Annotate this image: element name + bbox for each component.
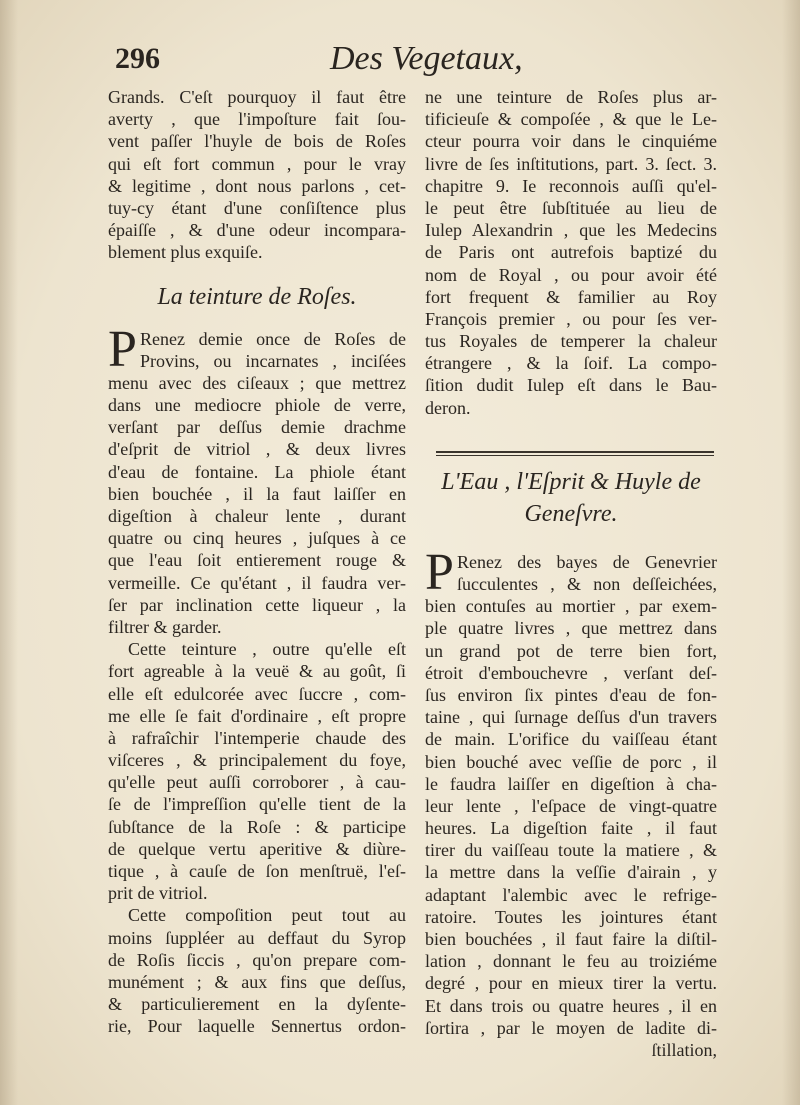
text-line: d'eau de fontaine. La phiole étant [108, 461, 406, 482]
text-line: elle eſt edulcorée avec ſuccre , com- [108, 683, 406, 704]
text-line: menu avec des ciſeaux ; que mettrez [108, 372, 406, 393]
right-top-paragraph [425, 86, 717, 419]
text-line: étroit d'embouchevre , verſant deſ- [425, 662, 717, 683]
text-line: filtrer & garder. [108, 616, 222, 637]
text-line: de main. L'orifice du vaiſſeau étant [425, 729, 717, 750]
section-divider-rule [436, 451, 714, 453]
text-line: Grands. C'eſt pourquoy il faut être [108, 87, 406, 107]
text-line: Cette teinture , outre qu'elle eſt [128, 639, 406, 660]
text-line: rie, Pour laquelle Sennertus ordon- [108, 1016, 406, 1037]
text-line: de Paris ont autrefois baptizé du [425, 242, 717, 263]
text-line: un grand pot de terre bien fort, [425, 640, 717, 661]
text-line: tique , à cauſe de ſon menſtruë, l'eſ- [108, 861, 406, 881]
text-line: livre de ſes inſtitutions, part. 3. ſect. 3. [425, 153, 717, 174]
text-line: taine , qui ſurnage deſſus d'un travers [425, 707, 717, 728]
text-line: ne une teinture de Roſes plus ar- [425, 87, 717, 107]
text-line: Renez des bayes de Genevrier [457, 551, 717, 572]
text-line: & legitime , dont nous parlons , cet- [108, 175, 406, 196]
right-column [425, 86, 717, 1061]
text-line: d'eſprit de vitriol , & deux livres [108, 439, 406, 460]
text-line: Cette compoſition peut tout au [128, 905, 406, 926]
left-paragraph-1 [108, 320, 406, 639]
text-line: fort agreable à la veuë & au goût, ſi [108, 661, 406, 682]
text-line: ſortira , par le moyen de ladite di- [425, 1017, 717, 1038]
text-line: chapitre 9. Ie reconnois auſſi qu'el- [425, 175, 717, 196]
left-paragraph-3 [108, 904, 406, 1037]
text-line: de Roſis ſiccis , qu'on prepare com- [108, 949, 406, 970]
text-line: tirer du vaiſſeau toute la matiere , & [425, 840, 717, 861]
text-line: ſer par inclination cette liqueur , la [108, 594, 406, 615]
text-line: Renez demie once de Roſes de [140, 328, 406, 349]
text-line: tificieuſe & compoſée , & que le Le- [425, 109, 717, 130]
text-line: ratoire. Toutes les jointures étant [425, 906, 717, 927]
text-line: cteur pourra voir dans le cinquiéme [425, 131, 717, 152]
page-number: 296 [115, 42, 160, 75]
text-line: bien bouchée , il la faut laiſſer en [108, 483, 406, 504]
text-line: me elle ſe fait d'ordinaire , eſt propre [108, 705, 406, 726]
section-heading-geneivre-line1: L'Eau , l'Eſprit & Huyle de [441, 468, 701, 495]
section-heading-geneivre-line2: Geneſvre. [524, 500, 618, 527]
text-line: munément ; & aux fins que deſſus, [108, 971, 406, 992]
text-line: ſubſtance de la Roſe : & participe [108, 816, 406, 837]
text-line: leur lente , l'eſpace de vingt-quatre [425, 795, 717, 816]
text-line: bien bouché avec veſſie de porc , il [425, 751, 717, 772]
text-line: épaiſſe , & d'une odeur incompara- [108, 220, 406, 241]
text-line: Et dans trois ou quatre heures , il en [425, 995, 717, 1016]
text-line: deron. [425, 397, 471, 418]
section-divider-rule-thin [436, 455, 714, 456]
text-line: ſus environ ſix pintes d'eau de fon- [425, 684, 717, 705]
page-left-edge-shadow [0, 0, 18, 1105]
text-line: étrangere , & la ſoif. La compo- [425, 353, 717, 374]
left-paragraph-2 [108, 638, 406, 904]
text-line: nom de Royal , ou pour avoir été [425, 264, 717, 285]
text-line: qu'elle peut auſſi corroborer , à cau- [108, 772, 406, 793]
text-line: le peut être ſubſtituée au lieu de [425, 197, 717, 218]
text-line: vent paſſer l'huyle de bois de Roſes [108, 131, 406, 152]
text-line: digeſtion à chaleur lente , durant [108, 506, 406, 526]
text-line: qui eſt fort commun , pour le vray [108, 153, 406, 174]
text-line: ſtillation, [651, 1039, 717, 1060]
text-line: que l'eau ſoit entierement rouge & [108, 550, 406, 571]
text-line: vermeille. Ce qu'étant , il faudra ver- [108, 572, 406, 593]
text-line: dans une mediocre phiole de verre, [108, 395, 406, 416]
page-right-edge-shadow [782, 0, 800, 1105]
running-head: Des Vegetaux, [330, 40, 523, 77]
drop-cap: P [108, 320, 137, 378]
text-line: viſceres , & principalement du foye, [108, 750, 406, 771]
text-line: bien contuſes au mortier , par exem- [425, 596, 717, 617]
text-line: de quelque vertu aperitive & diùre- [108, 838, 406, 859]
text-line: François premier , ou pour ſes ver- [425, 308, 717, 329]
text-line: adaptant l'alembic avec le refrige- [425, 884, 717, 905]
text-line: ſe de l'impreſſion qu'elle tient de la [108, 794, 406, 815]
text-line: Provins, ou incarnates , inciſées [140, 350, 406, 371]
text-line: tus Royales de temperer la chaleur [425, 331, 717, 352]
left-column [108, 86, 406, 1038]
text-line: ſition dudit Iulep eſt dans le Bau- [425, 375, 717, 396]
drop-cap: P [425, 543, 454, 601]
text-line: tuy-cy étant d'une conſiſtence plus [108, 197, 406, 218]
text-line: lation , donnant le feu au troiziéme [425, 951, 717, 972]
text-line: ſucculentes , & non deſſeichées, [457, 574, 717, 594]
text-line: à rafraîchir l'intemperie chaude des [108, 727, 406, 748]
text-line: verſant par deſſus demie drachme [108, 417, 406, 438]
text-line: & particulierement en la dyſente- [108, 994, 406, 1015]
text-line: heures. La digeſtion faite , il faut [425, 818, 717, 839]
text-line: fort frequent & familier au Roy [425, 286, 717, 307]
text-line: bien bouchées , il faut faire la diſtil- [425, 929, 717, 949]
text-line: quatre ou cinq heures , juſques à ce [108, 528, 406, 549]
text-line: degré , pour en mieux tirer la vertu. [425, 973, 717, 994]
text-line: ple quatre livres , que mettrez dans [425, 618, 717, 639]
text-line: prit de vitriol. [108, 883, 208, 904]
text-line: la mettre dans la veſſie d'airain , y [425, 862, 717, 883]
text-line: blement plus exquiſe. [108, 242, 263, 263]
text-line: Iulep Alexandrin , que les Medecins [425, 220, 717, 241]
text-line: moins ſuppléer au deffaut du Syrop [108, 927, 406, 948]
right-paragraph-1 [425, 543, 717, 1061]
left-top-paragraph [108, 86, 406, 264]
section-heading-teinture: La teinture de Roſes. [157, 283, 357, 310]
text-line: le faudra laiſſer en digeſtion à cha- [425, 773, 717, 794]
text-line: averty , que l'impoſture fait ſou- [108, 109, 406, 130]
